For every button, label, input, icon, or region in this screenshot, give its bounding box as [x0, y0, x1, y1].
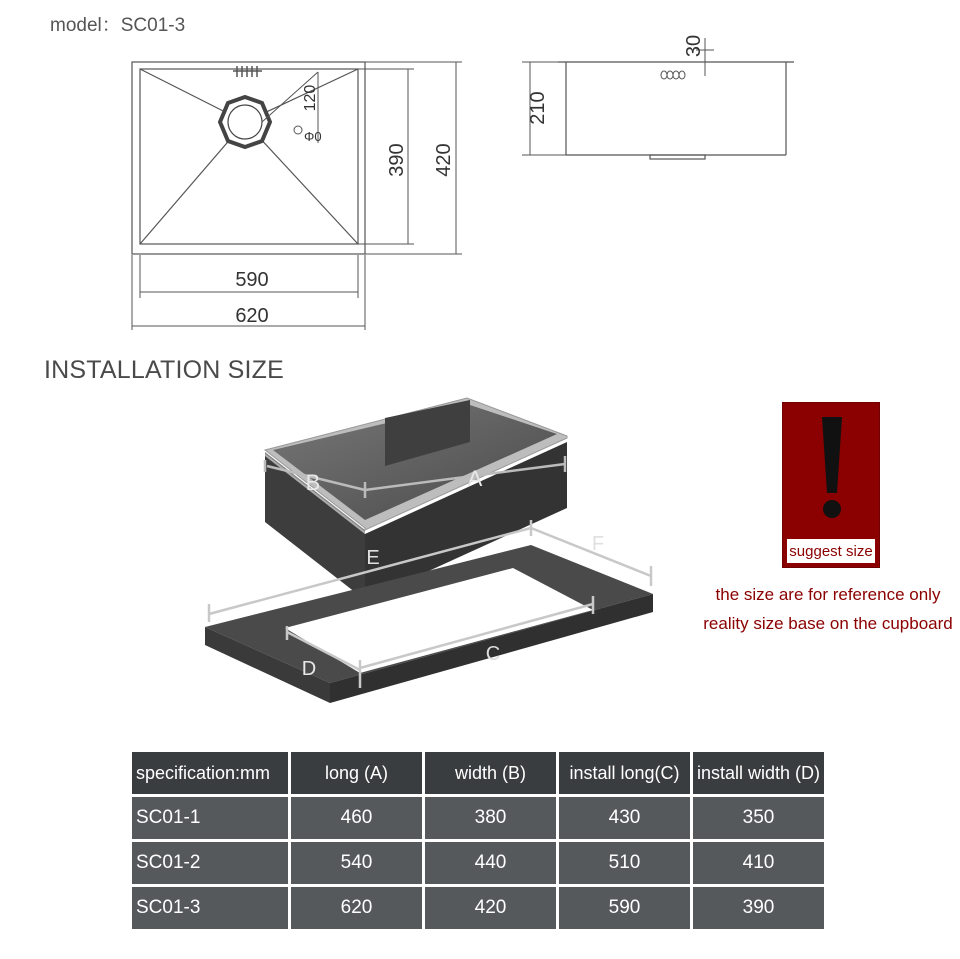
table-header-row — [132, 752, 824, 794]
cell-model: SC01-1 — [132, 797, 288, 839]
label-c: C — [485, 643, 501, 665]
exclamation-icon — [814, 413, 850, 523]
cell-install-width: 390 — [693, 887, 824, 929]
cell-install-long: 590 — [559, 887, 690, 929]
table-row — [132, 887, 824, 929]
dim-drain-size: Φ0 — [304, 129, 322, 144]
cell-width: 420 — [425, 887, 556, 929]
warning-caption: suggest size — [787, 539, 875, 563]
sink-outer-rim — [132, 62, 365, 254]
top-view-drawing — [0, 0, 480, 340]
header-long: long (A) — [291, 752, 422, 794]
label-b: B — [305, 470, 321, 495]
overflow-icon — [233, 66, 262, 77]
cell-install-width: 410 — [693, 842, 824, 884]
dim-depth-inner: 390 — [386, 143, 408, 177]
warning-note-line2: reality size base on the cupboard — [703, 614, 953, 633]
dim-top: 30 — [683, 34, 705, 58]
cell-width: 380 — [425, 797, 556, 839]
dim-drain-offset: 120 — [302, 84, 319, 112]
label-d: D — [301, 658, 317, 680]
table-row — [132, 842, 824, 884]
dim-width-inner: 590 — [235, 269, 269, 291]
sink-inner-basin — [140, 69, 358, 244]
dim-height: 210 — [527, 91, 549, 125]
cell-long: 620 — [291, 887, 422, 929]
model-label: model：SC01-3 — [50, 15, 186, 36]
header-install-long: install long(C) — [559, 752, 690, 794]
cell-long: 540 — [291, 842, 422, 884]
warning-box — [782, 402, 880, 568]
warning-note — [680, 580, 960, 638]
installation-illustration — [195, 390, 675, 720]
table-row — [132, 797, 824, 839]
label-e: E — [366, 547, 380, 569]
side-view-drawing — [500, 20, 820, 170]
cell-width: 440 — [425, 842, 556, 884]
section-title: INSTALLATION SIZE — [44, 356, 285, 384]
label-a: A — [467, 466, 483, 491]
cell-install-long: 430 — [559, 797, 690, 839]
cell-install-width: 350 — [693, 797, 824, 839]
cell-install-long: 510 — [559, 842, 690, 884]
warning-note-line1: the size are for reference only — [715, 585, 941, 604]
label-f: F — [591, 533, 605, 555]
header-install-width: install width (D) — [693, 752, 824, 794]
cell-model: SC01-2 — [132, 842, 288, 884]
overflow-connector-icon — [661, 71, 685, 79]
spec-table — [129, 749, 827, 932]
dim-depth-outer: 420 — [433, 143, 455, 177]
cell-long: 460 — [291, 797, 422, 839]
cell-model: SC01-3 — [132, 887, 288, 929]
header-width: width (B) — [425, 752, 556, 794]
header-specification: specification:mm — [132, 752, 288, 794]
dim-width-outer: 620 — [235, 305, 269, 327]
